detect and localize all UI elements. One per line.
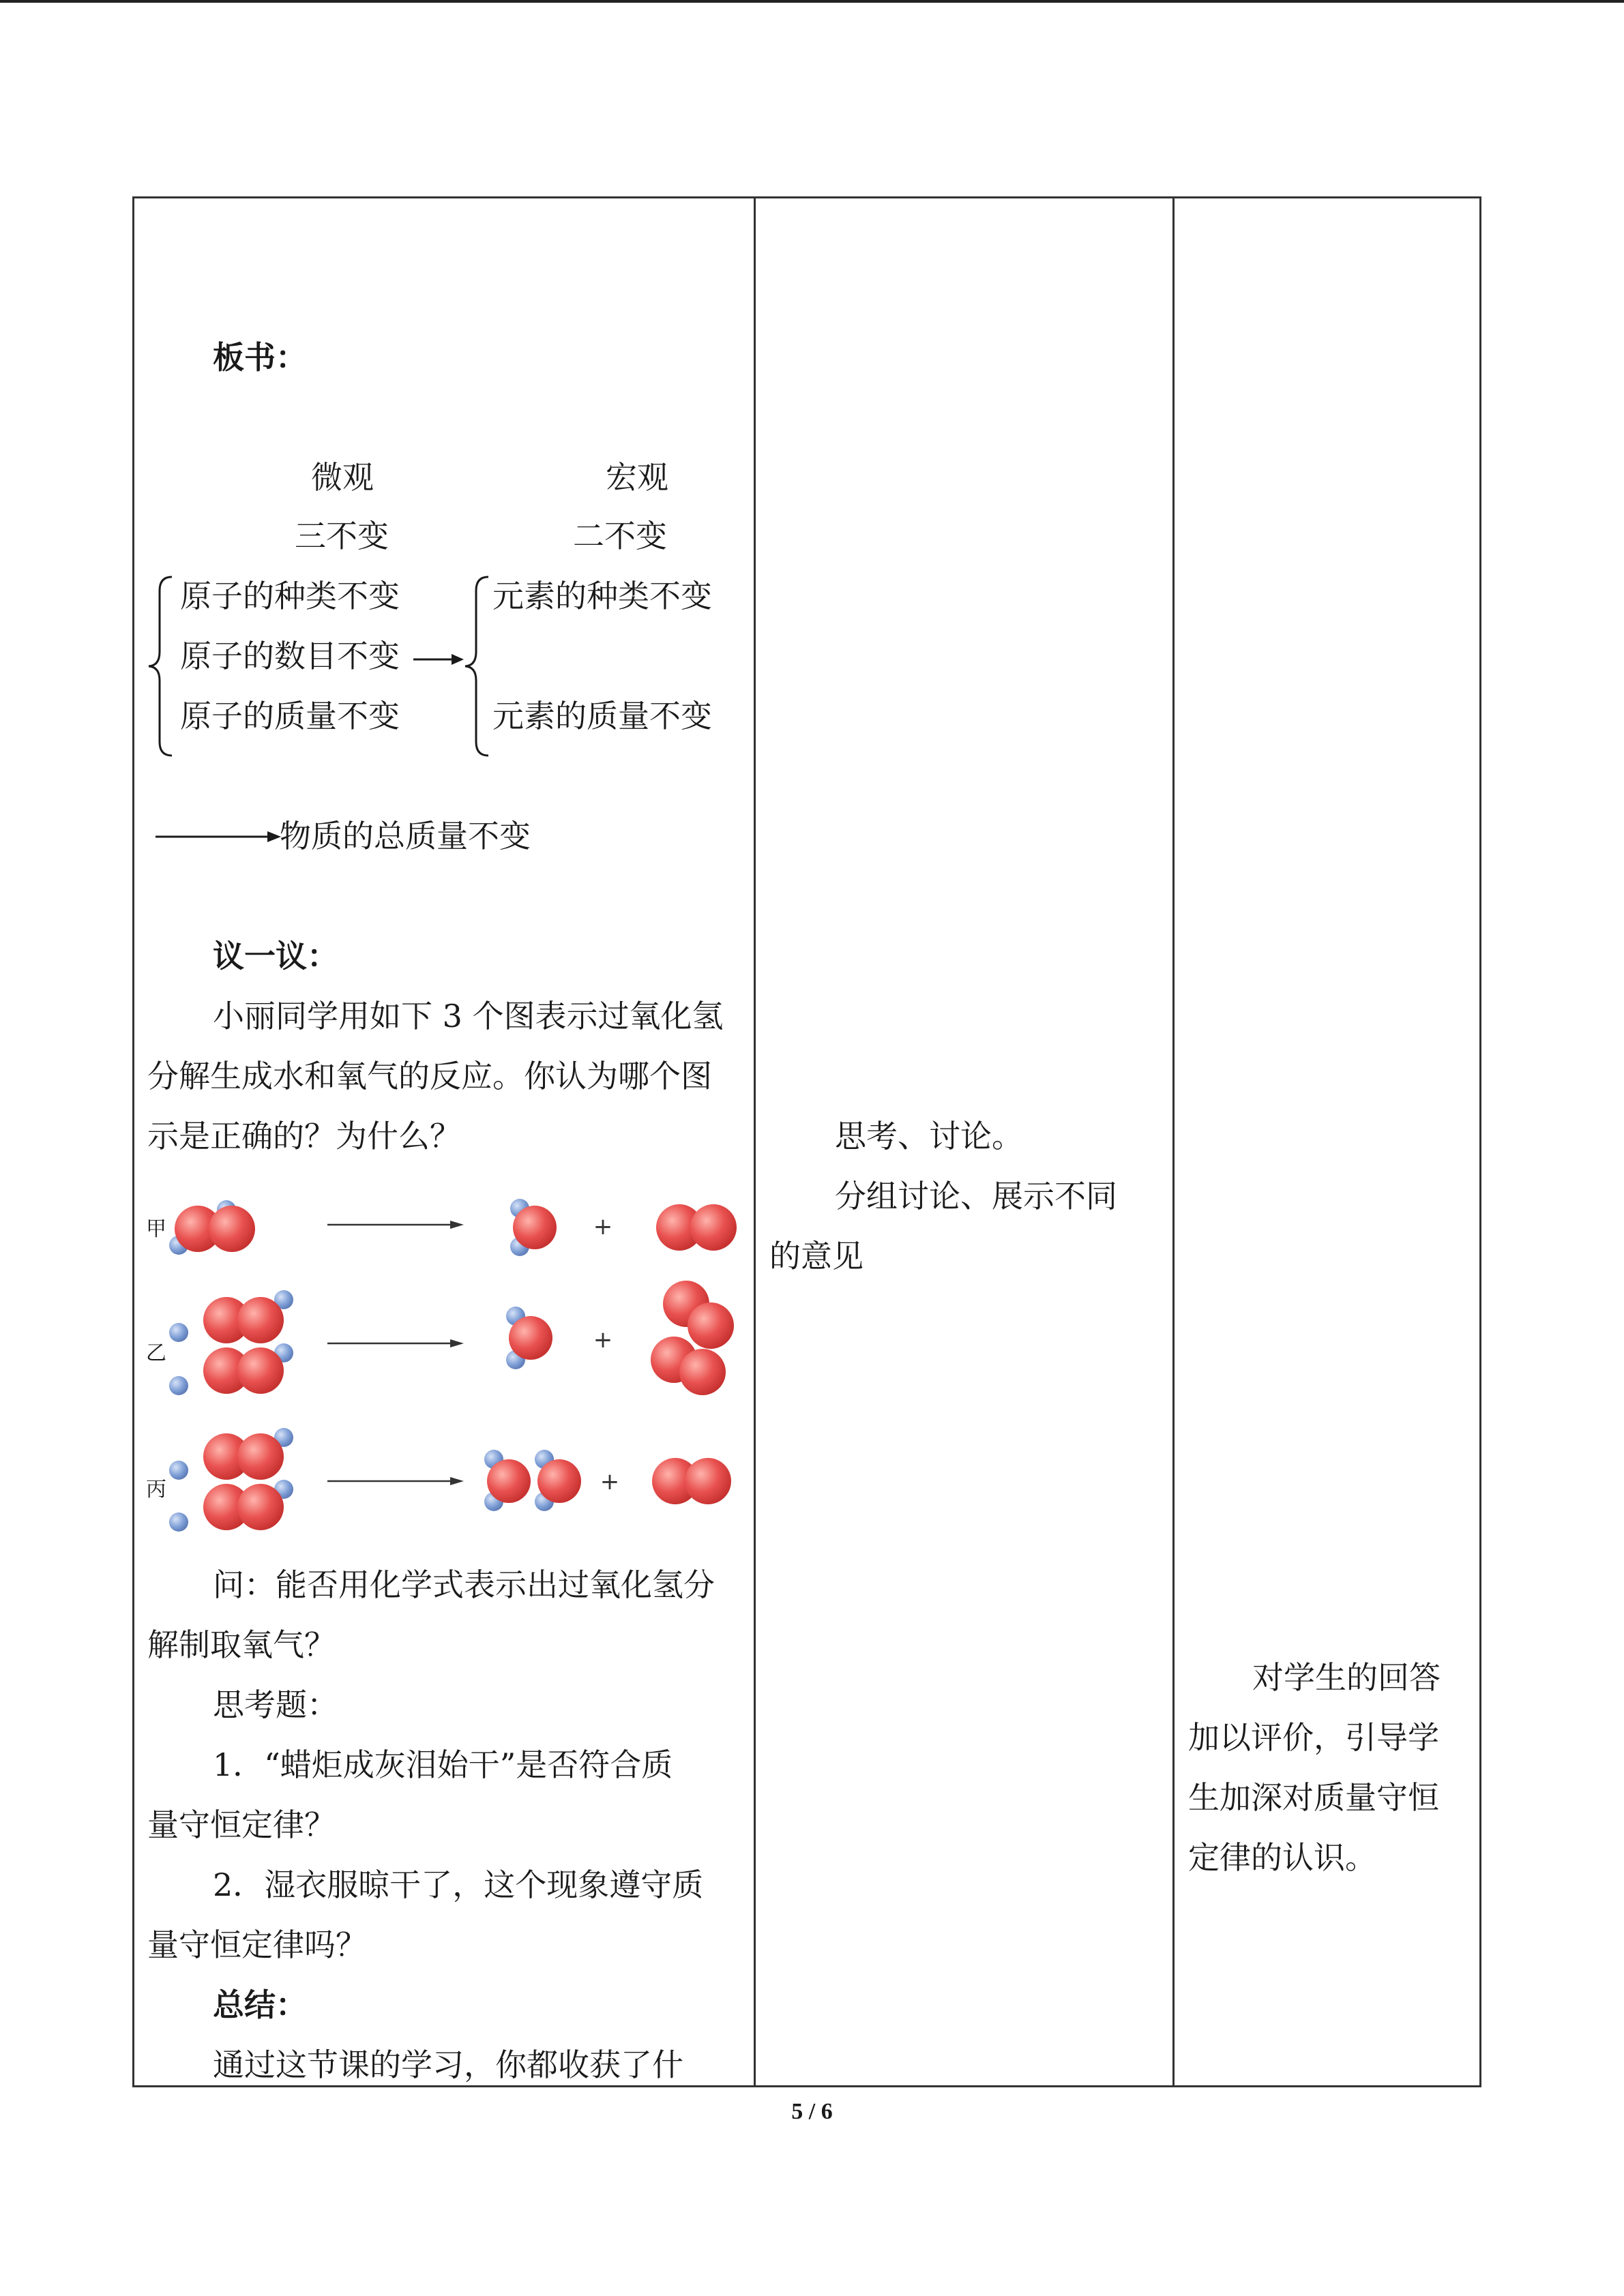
macro-item: 元素的种类不变: [492, 578, 712, 614]
h2o2-molecule: [169, 1480, 293, 1532]
macro-subtitle: 二不变: [573, 518, 667, 554]
micro-label: 微观: [311, 459, 374, 496]
design-intent-line: 对学生的回答: [1252, 1659, 1441, 1696]
design-intent-line: 定律的认识。: [1188, 1839, 1376, 1876]
h2o2-molecule: [169, 1290, 293, 1343]
design-intent-line: 生加深对质量守恒: [1188, 1779, 1439, 1816]
design-intent-line: 加以评价，引导学: [1188, 1719, 1439, 1756]
o2-molecule: [656, 1204, 737, 1251]
reaction-arrow: [327, 1339, 464, 1347]
left-brace: [145, 574, 176, 758]
micro-item: 原子的种类不变: [180, 578, 400, 614]
question-line: 问：能否用化学式表示出过氧化氢分: [213, 1566, 715, 1603]
diagram-label: 乙: [146, 1341, 166, 1365]
think-line: 2．湿衣服晾干了，这个现象遵守质: [213, 1866, 704, 1903]
molecule-diagrams: [136, 1187, 743, 1555]
h2o2-molecule: [169, 1428, 293, 1480]
student-activity-line: 分组讨论、展示不同: [835, 1178, 1117, 1214]
think-line: 1．“蜡炬成灰泪始干”是否符合质: [213, 1746, 673, 1783]
student-activity-line: 思考、讨论。: [835, 1118, 1023, 1154]
plus-sign: +: [593, 1326, 613, 1354]
board-heading: 板书：: [213, 339, 307, 376]
total-mass-statement: 物质的总质量不变: [280, 818, 531, 854]
think-heading: 思考题：: [213, 1686, 338, 1723]
h2o2-molecule: [169, 1200, 255, 1255]
o2-molecule: [652, 1458, 731, 1504]
plus-sign: +: [600, 1468, 620, 1495]
h2o-molecule: [510, 1199, 557, 1256]
micro-item: 原子的数目不变: [180, 638, 400, 674]
discuss-line: 分解生成水和氧气的反应。你认为哪个图: [147, 1058, 712, 1094]
column-divider-2: [1172, 198, 1175, 2085]
page-number: 5 / 6: [791, 2099, 833, 2124]
discuss-line: 示是正确的？为什么？: [147, 1118, 461, 1154]
diagram-label: 甲: [146, 1217, 166, 1241]
top-rule: [0, 0, 1624, 3]
student-activity-line: 的意见: [769, 1238, 863, 1274]
plus-sign: +: [593, 1213, 613, 1240]
h2o-molecule: [535, 1450, 581, 1511]
h2o2-molecule: [169, 1343, 293, 1395]
h2o-molecule: [484, 1450, 531, 1511]
reaction-arrow: [327, 1477, 464, 1485]
diagram-label: 丙: [146, 1478, 166, 1502]
macro-label: 宏观: [606, 459, 668, 496]
micro-subtitle: 三不变: [295, 518, 389, 554]
arrow-to-total: [156, 826, 281, 847]
right-brace: [461, 574, 492, 758]
arrow-micro-to-macro: [413, 649, 464, 670]
discuss-heading: 议一议：: [213, 938, 338, 974]
macro-item: 元素的质量不变: [492, 698, 712, 734]
micro-item: 原子的质量不变: [180, 698, 400, 734]
discuss-line: 小丽同学用如下 3 个图表示过氧化氢: [213, 998, 724, 1034]
h2o-molecule: [506, 1307, 552, 1369]
reaction-arrow: [327, 1221, 464, 1229]
think-line: 量守恒定律吗？: [147, 1926, 367, 1963]
column-divider-1: [754, 198, 756, 2085]
summary-line: 通过这节课的学习，你都收获了什: [213, 2046, 683, 2083]
question-line: 解制取氧气？: [147, 1626, 336, 1663]
summary-heading: 总结：: [213, 1986, 307, 2023]
think-line: 量守恒定律？: [147, 1806, 336, 1843]
